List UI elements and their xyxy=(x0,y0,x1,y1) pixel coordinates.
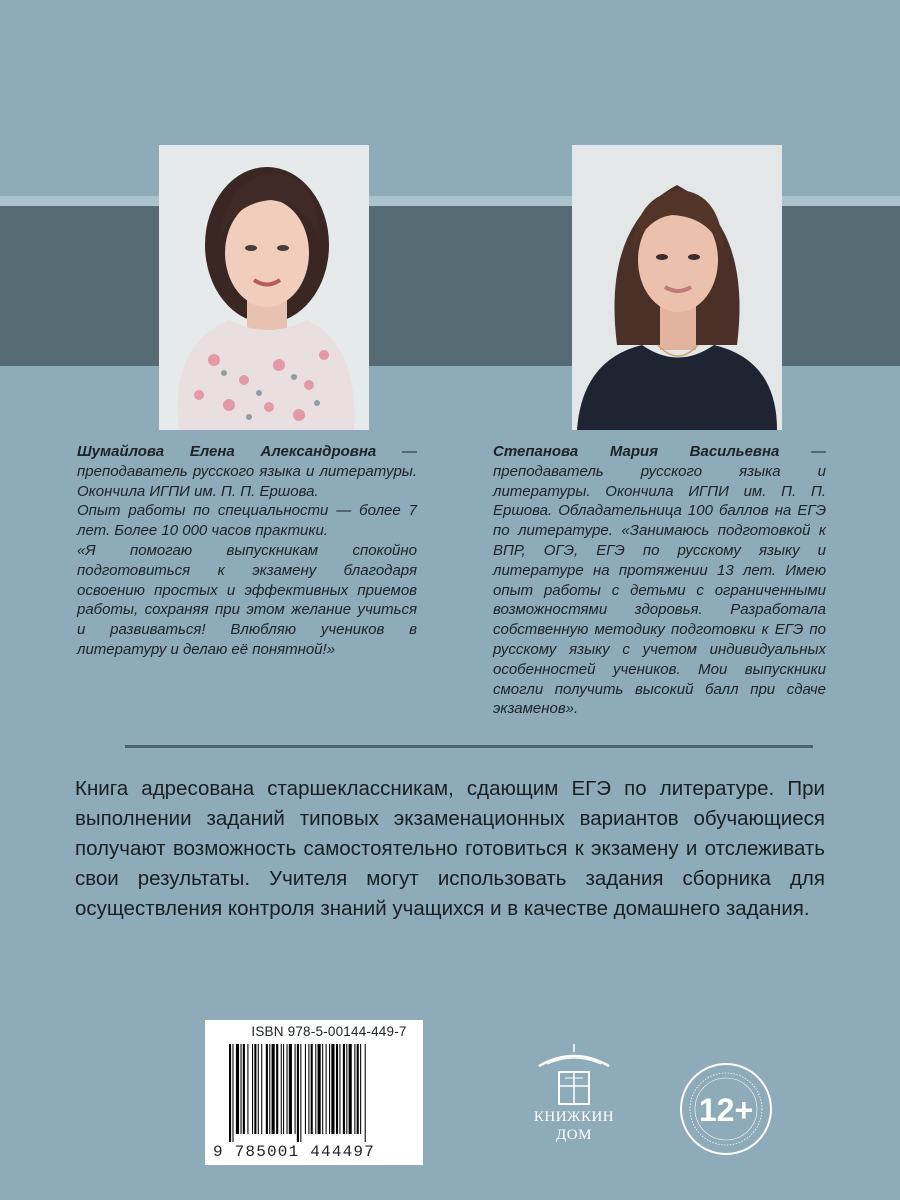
author-bio-left-quote: «Я помогаю выпускникам спокойно подготовиться к экзамену благодаря освоению простых и эффективных приемов работы, сохраняя при этом желание учиться и развиваться! Влюбляю учеников в литературу и делаю её понятной!» xyxy=(77,541,417,658)
barcode-bar xyxy=(318,1044,321,1134)
barcode-bar xyxy=(254,1044,256,1134)
barcode-bar xyxy=(331,1044,334,1134)
isbn-label: ISBN 978-5-00144-449-7 xyxy=(251,1024,407,1039)
author-bio-right-text: — преподаватель русского языка и литературы. Окончила ИГПИ им. П. П. Ершова. Обладательница 100 баллов на ЕГЭ по литературе. «Занимаюсь подготовкой к ВПР, ОГЭ, ЕГЭ по русскому языку и литературе на протяжении 13 лет. Имею опыт работы с детьми с ограниченными возможностями здоровья. Разработала собственную методику подготовки к ЕГЭ по русскому языку с учетом индивидуальных особенностей учеников. Мои выпускники смогли получить высокий балл при сдаче экзаменов». xyxy=(493,443,827,718)
barcode-bar xyxy=(315,1044,316,1134)
barcode-bar xyxy=(289,1044,292,1134)
author-bio-right xyxy=(493,442,826,719)
barcode-box xyxy=(205,1020,423,1165)
barcode-bar xyxy=(322,1044,323,1134)
author-photo-left xyxy=(159,145,369,430)
author-name-left: Шумайлова Елена Александровна xyxy=(77,443,377,460)
barcode-bar xyxy=(365,1044,366,1142)
barcode-bar xyxy=(360,1044,361,1134)
barcode-bar xyxy=(343,1044,345,1134)
barcode-bar xyxy=(305,1044,306,1134)
barcode-bars xyxy=(229,1044,409,1142)
publisher-logo xyxy=(524,1042,624,1162)
author-bio-left xyxy=(77,442,417,660)
barcode-bar xyxy=(308,1044,309,1134)
age-rating-badge xyxy=(680,1063,772,1155)
book-description-text: Книга адресована старшеклассникам, сдающим ЕГЭ по литературе. При выполнении заданий типовых экзаменационных вариантов обучающиеся получают возможность самостоятельно готовиться к экзамену и отслеживать свои результаты. Учителя могут использовать задания сборника для осуществления контроля знаний учащихся и в качестве домашнего задания. xyxy=(75,777,825,920)
barcode-bar xyxy=(272,1044,275,1134)
barcode-bar xyxy=(295,1044,296,1134)
author-name-right: Степанова Мария Васильевна xyxy=(493,443,780,460)
barcode-bar xyxy=(346,1044,347,1134)
barcode-bar xyxy=(300,1044,301,1142)
barcode-bar xyxy=(283,1044,284,1134)
author-photo-right xyxy=(572,145,782,430)
barcode-bar xyxy=(229,1044,231,1142)
barcode-bar xyxy=(252,1044,253,1134)
barcode-bar xyxy=(241,1044,242,1134)
author-bio-left-line-1: — преподаватель русского языка и литературы. Окончила ИГПИ им. П. П. Ершова. xyxy=(77,443,418,500)
barcode-bar xyxy=(354,1044,355,1134)
barcode-digits: 9 785001 444497 xyxy=(213,1143,376,1161)
barcode-bar xyxy=(247,1044,248,1134)
publisher-name-line-1: КНИЖКИН xyxy=(533,1109,615,1125)
barcode-bar xyxy=(243,1044,245,1134)
barcode-bar xyxy=(266,1044,268,1134)
barcode-bar xyxy=(232,1044,233,1142)
author-bio-left-line-2: Опыт работы по специальности — более 7 лет. Более 10 000 часов практики. xyxy=(77,502,417,540)
barcode-bar xyxy=(236,1044,239,1134)
barcode-bar xyxy=(281,1044,282,1134)
barcode-bar xyxy=(269,1044,270,1134)
divider-rule xyxy=(125,745,813,748)
barcode-bar xyxy=(276,1044,278,1134)
barcode-bar xyxy=(261,1044,262,1134)
house-logo-icon xyxy=(535,1042,613,1108)
age-rating-label: 12+ xyxy=(698,1092,754,1128)
barcode-bar xyxy=(349,1044,352,1134)
barcode-bar xyxy=(336,1044,338,1134)
barcode-bar xyxy=(329,1044,330,1134)
book-description xyxy=(75,774,825,924)
barcode-bar xyxy=(339,1044,340,1134)
barcode-bar xyxy=(297,1044,299,1142)
publisher-name-line-2: ДОМ xyxy=(556,1127,592,1143)
barcode-bar xyxy=(357,1044,359,1134)
barcode-bar xyxy=(287,1044,288,1134)
barcode-bar xyxy=(326,1044,327,1134)
barcode-bar xyxy=(311,1044,313,1134)
barcode-bar xyxy=(258,1044,259,1134)
